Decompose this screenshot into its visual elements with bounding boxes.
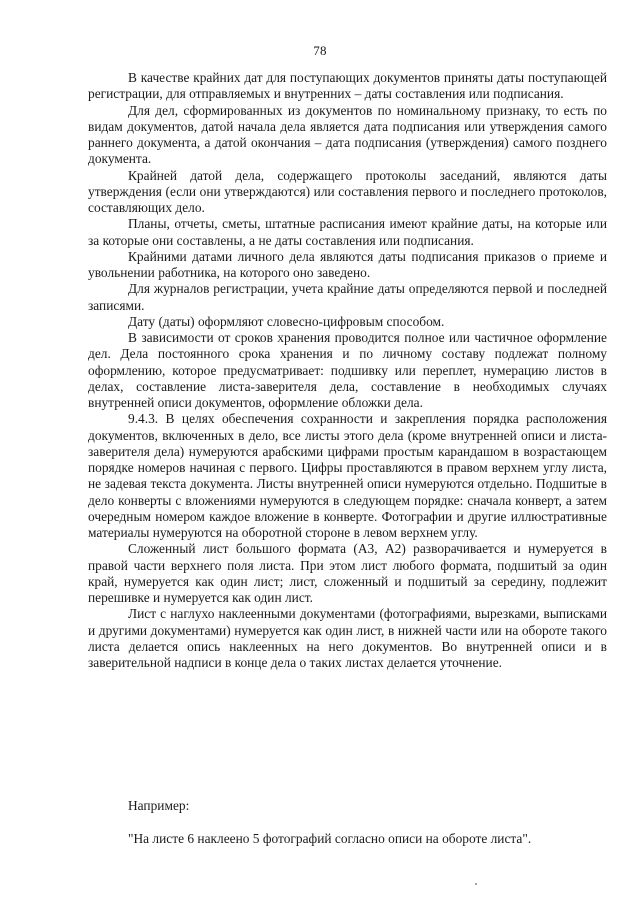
paragraph-nominal-feature: Для дел, сформированных из документов по номинальному признаку, то есть по видам документов, датой начала дела является дата подписания или утверждения самого раннего документа, а датой окончания – дата подписания (утверждения) самого позднего документа. [88, 102, 607, 167]
page-number: 78 [313, 43, 327, 58]
paragraph-journals: Для журналов регистрации, учета крайние даты определяются первой и последней записями. [88, 281, 607, 313]
paragraph-personal-file: Крайними датами личного дела являются даты подписания приказов о приеме и увольнении работника, на которого оно заведено. [88, 248, 607, 280]
scan-speck [475, 883, 477, 885]
paragraph-file-formatting: В зависимости от сроков хранения проводится полное или частичное оформление дел. Дела постоянного срока хранения и по личному составу подлежат полному оформлению, которое предусматривает: подшивку или переплет, нумерацию листов в делах, составление листа-заверителя дела, составление в необходимых случаях внутренней описи документов, оформление обложки дела. [88, 330, 607, 410]
paragraph-protocols: Крайней датой дела, содержащего протоколы заседаний, являются даты утверждения (если они утверждаются) или составления первого и последнего протоколов, составляющих дело. [88, 167, 607, 215]
paragraph-plans-reports: Планы, отчеты, сметы, штатные расписания имеют крайние даты, на которые или за которые они составлены, а не даты составления или подписания. [88, 216, 607, 248]
paragraph-crайние-даты: В качестве крайних дат для поступающих документов приняты даты поступающей регистрации, для отправляемых и внутренних – даты составления или подписания. [88, 70, 607, 102]
paragraph-section-9-4-3: 9.4.3. В целях обеспечения сохранности и закрепления порядка расположения документов, включенных в дело, все листы этого дела (кроме внутренней описи и листа-заверителя дела) нумеруются арабскими цифрами простым карандашом в возрастающем порядке номеров начиная с первого. Цифры проставляются в правом верхнем углу листа, не задевая текста документа. Листы внутренней описи нумеруются отдельно. Подшитые в дело конверты с вложениями нумеруются в следующем порядке: сначала конверт, а затем очередным номером каждое вложение в конверте. Фотографии и другие иллюстративные материалы нумеруются на оборотной стороне в левом верхнем углу. [88, 411, 607, 540]
paragraph-pasted-documents: Лист с наглухо наклеенными документами (фотографиями, вырезками, выписками и другими документами) нумеруется как один лист, в нижней части или на обороте такого листа делается опись наклеенных на него документов. Во внутренней описи и в заверительной надписи в конце дела о таких листах делается уточнение. [88, 606, 607, 670]
paragraph-large-format-sheet: Сложенный лист большого формата (А3, А2) разворачивается и нумеруется в правой части верхнего поля листа. При этом лист любого формата, подшитый за один край, нумеруется как один лист; лист, сложенный и подшитый за середину, подлежит перешивке и нумеруется как один лист. [88, 541, 607, 605]
paragraph-date-format: Дату (даты) оформляют словесно-цифровым способом. [128, 313, 445, 329]
example-label: Например: [128, 798, 190, 813]
body-text [88, 70, 607, 671]
example-quote: "На листе 6 наклеено 5 фотографий согласно описи на обороте листа". [128, 831, 532, 846]
